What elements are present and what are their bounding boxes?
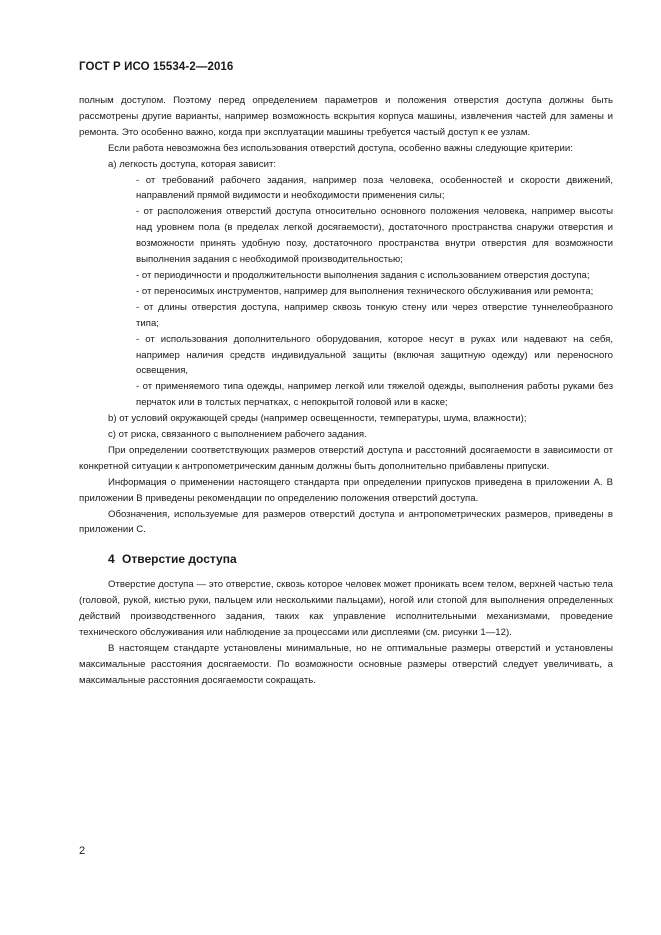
paragraph: В настоящем стандарте установлены минимальные, но не оптимальные размеры отверстий и установлены максимальные расстояния досягаемости. По возможности основные размеры отверстий следует увеличивать, а максимальные расстояния досягаемости сокращать. xyxy=(79,643,613,686)
paragraph: Обозначения, используемые для размеров отверстий доступа и антропометрических размеров, приведены в приложении С. xyxy=(79,508,613,536)
document-header: ГОСТ Р ИСО 15534-2—2016 xyxy=(79,61,234,73)
paragraph: полным доступом. Поэтому перед определением параметров и положения отверстия доступа должны быть рассмотрены другие варианты, например возможность вскрытия корпуса машины, извлечения частей для замены и ремонта. Это особенно важно, когда при эксплуатации машины требуется частый доступ к ее узлам. xyxy=(79,95,613,138)
criterion-a: а) легкость доступа, которая зависит: xyxy=(108,158,277,170)
list-item: - от требований рабочего задания, например поза человека, особенностей и скорости движений, направлений прямой видимости и необходимости применения силы; xyxy=(136,174,613,202)
paragraph: Отверстие доступа — это отверстие, сквозь которое человек может проникать всем телом, верхней частью тела (головой, рукой, кистью руки, пальцем или несколькими пальцами), ногой или стопой для выполнения определенных действий производственного задания, таких как управление исполнительными механизмами, проведение технического обслуживания или наблюдение за процессами или дисплеями (см. рисунки 1—12). xyxy=(79,579,613,639)
list-item: - от переносимых инструментов, например для выполнения технического обслуживания или ремонта; xyxy=(136,285,594,297)
list-item: - от применяемого типа одежды, например легкой или тяжелой одежды, выполнения работы руками без перчаток или в толстых перчатках, с непокрытой головой или в каске; xyxy=(136,381,613,409)
criterion-c: c) от риска, связанного с выполнением рабочего задания. xyxy=(108,429,367,441)
criterion-b: b) от условий окружающей среды (например освещенности, температуры, шума, влажности); xyxy=(108,413,527,425)
section-number: 4 xyxy=(108,552,115,567)
paragraph: Информация о применении настоящего стандарта при определении припусков приведена в приложении А. В приложении В приведены рекомендации по определению положения отверстий доступа. xyxy=(79,476,613,504)
document-body xyxy=(79,93,613,689)
list-item: - от расположения отверстий доступа относительно основного положения человека, например высоты над уровнем пола (в пределах легкой досягаемости), достаточного пространства снаружи отверстия и возможности принять удобную позу, достаточного пространства внутри отверстия для возможности выполнения задания с необходимой производительностью; xyxy=(136,206,613,266)
list-item: - от длины отверстия доступа, например сквозь тонкую стену или через отверстие туннелеобразного типа; xyxy=(136,301,613,329)
page-number: 2 xyxy=(79,845,86,857)
section-heading xyxy=(108,551,613,567)
list-item: - от использования дополнительного оборудования, которое несут в руках или надевают на себя, например наличия средств индивидуальной защиты (включая защитную одежду) или переносного освещения, xyxy=(136,333,613,377)
section-title: Отверстие доступа xyxy=(122,552,237,567)
list-item: - от периодичности и продолжительности выполнения задания с использованием отверстия доступа; xyxy=(136,269,590,281)
paragraph: Если работа невозможна без использования отверстий доступа, особенно важны следующие критерии: xyxy=(108,142,573,154)
paragraph: При определении соответствующих размеров отверстий доступа и расстояний досягаемости в зависимости от конкретной ситуации к антропометрическим данным должны быть дополнительно прибавлены припуски. xyxy=(79,444,613,472)
